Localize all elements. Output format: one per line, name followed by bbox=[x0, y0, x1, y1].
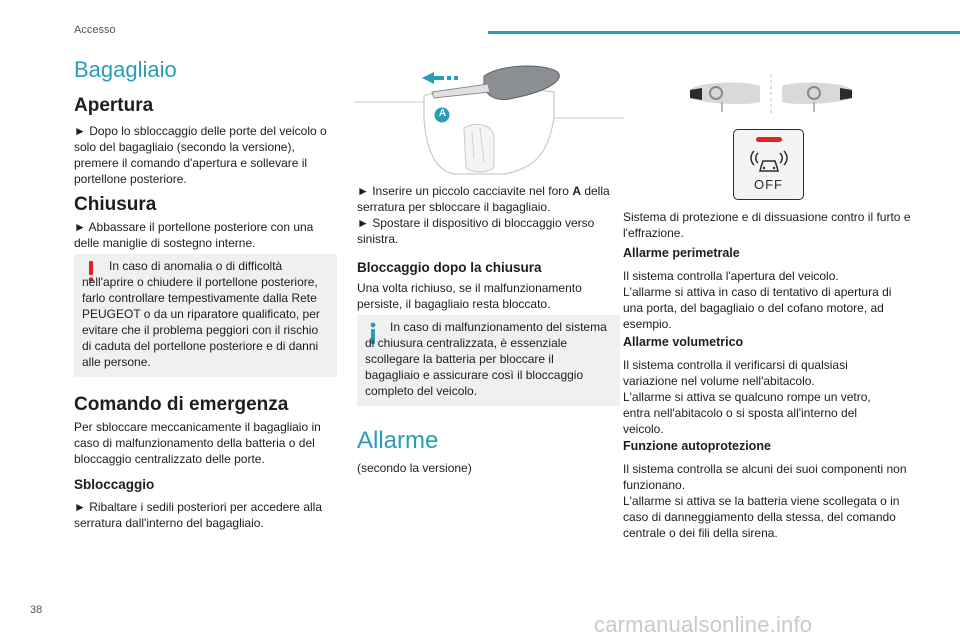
heading-sbloccaggio: Sbloccaggio bbox=[74, 477, 155, 492]
volumetrico-text-2: L'allarme si attiva se qualcuno rompe un vetro, entra nell'abitacolo o si sposta all'interno del veicolo. bbox=[623, 390, 871, 436]
emergenza-text: Per sbloccare meccanicamente il bagagliaio in caso di malfunzionamento della batteria o del bloccaggio centralizzato delle porte. bbox=[74, 420, 321, 466]
autoprotezione-text-2: L'allarme si attiva se la batteria viene scollegata o in caso di danneggiamento della stessa, del comando centrale o dei fili della sirena. bbox=[623, 494, 900, 540]
heading-apertura: Apertura bbox=[74, 95, 154, 116]
marker-a-label: A bbox=[438, 108, 447, 119]
bloccaggio-text: Una volta richiuso, se il malfunzionamento persiste, il bagagliaio resta bloccato. bbox=[357, 281, 582, 311]
allarme-title: Allarme bbox=[357, 427, 439, 454]
warning-note bbox=[74, 254, 337, 377]
heading-comando-emergenza: Comando di emergenza bbox=[74, 394, 289, 415]
heading-chiusura: Chiusura bbox=[74, 194, 157, 215]
step-2: ► Spostare il dispositivo di bloccaggio verso sinistra. bbox=[357, 216, 595, 246]
status-led bbox=[756, 137, 782, 142]
perimetrale-text-1: Il sistema controlla l'apertura del veicolo. bbox=[623, 269, 839, 283]
warning-note-text: In caso di anomalia o di difficoltà nell'aprire o chiudere il portellone posteriore, farlo controllare tempestivamente dalla Rete PEUGEOT o da un riparatore qualificato, per evitare che il problema peggiori con il rischio di caduta del portellone posteriore e di danni alle persone. bbox=[82, 259, 320, 369]
heading-bloccaggio: Bloccaggio dopo la chiusura bbox=[357, 260, 542, 275]
car-waves-icon bbox=[750, 149, 788, 173]
allarme-subtitle: (secondo la versione) bbox=[357, 461, 472, 475]
step-1: ► Inserire un piccolo cacciavite nel foro A della serratura per sbloccare il bagagliaio. bbox=[357, 184, 610, 214]
heading-volumetrico: Allarme volumetrico bbox=[623, 335, 744, 349]
heading-perimetrale: Allarme perimetrale bbox=[623, 246, 740, 260]
page-number: 38 bbox=[30, 604, 43, 616]
watermark: carmanualsonline.info bbox=[594, 612, 813, 637]
chiusura-text: ► Abbassare il portellone posteriore con una delle maniglie di sostegno interne. bbox=[74, 220, 314, 250]
sbloccaggio-text: ► Ribaltare i sedili posteriori per accedere alla serratura dall'interno del bagagliaio. bbox=[74, 500, 322, 530]
running-header: Accesso bbox=[74, 24, 116, 36]
alarm-intro: Sistema di protezione e di dissuasione contro il furto e l'effrazione. bbox=[623, 210, 911, 240]
trunk-lock-illustration bbox=[354, 58, 626, 182]
info-note bbox=[357, 315, 620, 406]
apertura-text: ► Dopo lo sbloccaggio delle porte del veicolo o solo del bagagliaio (secondo la versione), premere il comando d'apertura e sollevare il portellone posteriore. bbox=[74, 124, 327, 186]
heading-autoprotezione: Funzione autoprotezione bbox=[623, 439, 771, 453]
volumetrico-text-1: Il sistema controlla il verificarsi di qualsiasi variazione nel volume nell'abitacolo. bbox=[623, 358, 848, 388]
info-note-text: In caso di malfunzionamento del sistema di chiusura centralizzata, è essenziale scollegare la batteria per bloccare il bagagliaio e assicurare così il bloccaggio completo del veicolo. bbox=[365, 320, 607, 398]
off-label: OFF bbox=[754, 177, 783, 192]
sensor-zones-illustration bbox=[686, 72, 856, 114]
header-accent-bar bbox=[488, 31, 960, 34]
alarm-off-button[interactable] bbox=[733, 129, 804, 200]
section-title: Bagagliaio bbox=[74, 57, 177, 82]
autoprotezione-text-1: Il sistema controlla se alcuni dei suoi componenti non funzionano. bbox=[623, 462, 907, 492]
perimetrale-text-2: L'allarme si attiva in caso di tentativo di apertura di una porta, del bagagliaio o del cofano motore, ad esempio. bbox=[623, 285, 892, 331]
